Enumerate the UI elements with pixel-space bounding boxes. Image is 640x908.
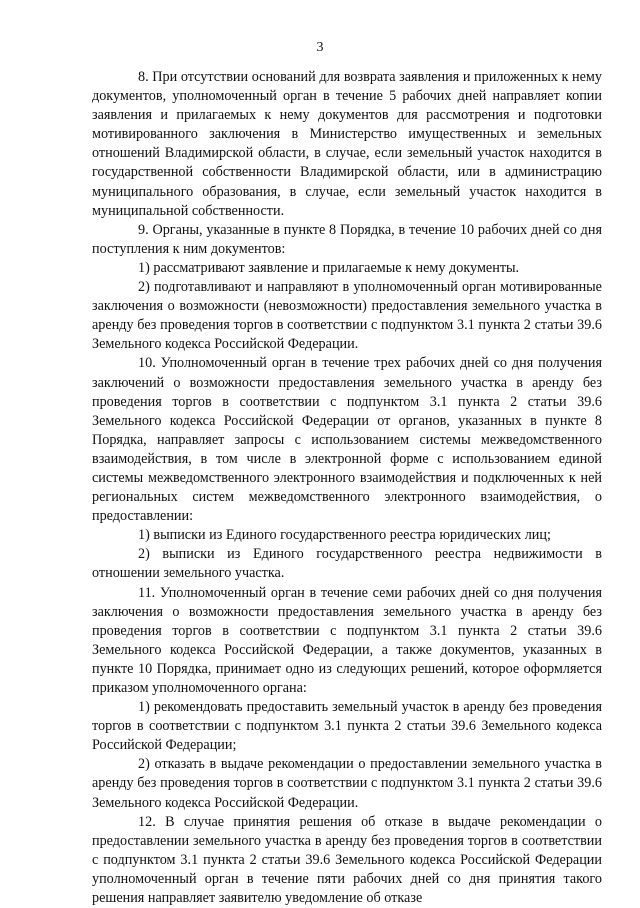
paragraph-9: 9. Органы, указанные в пункте 8 Порядка, в течение 10 рабочих дней со дня поступления к ним документов: [92,221,602,257]
paragraph-8: 8. При отсутствии оснований для возврата заявления и приложенных к нему документов, уполномоченный орган в течение 5 рабочих дней направляет копии заявления и прилагаемых к нему документов для рассмотрения и подготовки мотивированного заключения в Министерство имущественных и земельных отношений Владимирской области, в случае, если земельный участок находится в государственной собственности Владимирской области, или в администрацию муниципального образования, в случае, если земельный участок находится в муниципальной собственности. [92,69,602,219]
paragraph-11-item-2: 2) отказать в выдаче рекомендации о предоставлении земельного участка в аренду без проведения торгов в соответствии с подпунктом 3.1 пункта 2 статьи 39.6 Земельного кодекса Российской Федерации. [92,756,602,811]
paragraph-11-item-1: 1) рекомендовать предоставить земельный участок в аренду без проведения торгов в соответствии с подпунктом 3.1 пункта 2 статьи 39.6 Земельного кодекса Российской Федерации; [92,699,602,754]
document-body [92,68,602,908]
paragraph-10-item-1: 1) выписки из Единого государственного реестра юридических лиц; [138,527,551,544]
paragraph-10-item-2: 2) выписки из Единого государственного реестра недвижимости в отношении земельного участка. [92,546,602,582]
page-number: 3 [316,40,324,55]
paragraph-9-item-2: 2) подготавливают и направляют в уполномоченный орган мотивированные заключения о возможности (невозможности) предоставления земельного участка в аренду без проведения торгов в соответствии с подпунктом 3.1 пункта 2 статьи 39.6 Земельного кодекса Российской Федерации. [92,279,602,353]
paragraph-9-item-1: 1) рассматривают заявление и прилагаемые к нему документы. [138,259,520,276]
paragraph-10: 10. Уполномоченный орган в течение трех рабочих дней со дня получения заключений о возможности предоставления земельного участка в аренду без проведения торгов в соответствии с подпунктом 3.1 пункта 2 статьи 39.6 Земельного кодекса Российской Федерации от органов, указанных в пункте 8 Порядка, направляет запросы с использованием системы межведомственного взаимодействия, в том числе в электронной форме с использованием единой системы межведомственного электронного взаимодействия и подключенных к ней региональных систем межведомственного электронного взаимодействия, о предоставлении: [92,355,602,525]
paragraph-12: 12. В случае принятия решения об отказе в выдаче рекомендации о предоставлении земельного участка в аренду без проведения торгов в соответствии с подпунктом 3.1 пункта 2 статьи 39.6 Земельного кодекса Российской Федерации уполномоченный орган в течение пяти рабочих дней со дня принятия такого решения направляет заявителю уведомление об отказе [92,813,602,907]
paragraph-11: 11. Уполномоченный орган в течение семи рабочих дней со дня получения заключения о возможности предоставления земельного участка в аренду без проведения торгов в соответствии с подпунктом 3.1 пункта 2 статьи 39.6 Земельного кодекса Российской Федерации, а также документов, указанных в пункте 10 Порядка, принимает одно из следующих решений, которое оформляется приказом уполномоченного органа: [92,584,602,696]
